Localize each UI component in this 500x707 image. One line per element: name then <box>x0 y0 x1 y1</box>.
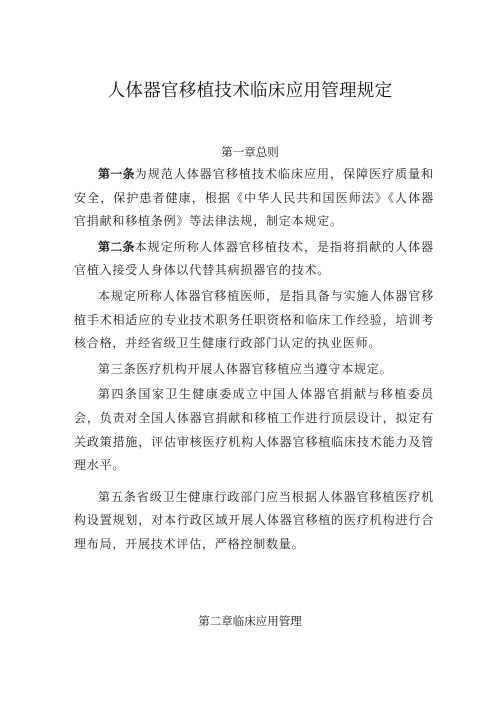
article-paragraph <box>74 383 434 477</box>
article-paragraph <box>74 486 434 557</box>
article-text: 本规定所称人体器官移植技术，是指将捐献的人体器官植入接受人身体以代替其病损器官的技术。 <box>74 239 434 278</box>
article-paragraph <box>74 285 434 356</box>
document-body <box>74 163 434 559</box>
article-text: 第五条省级卫生健康行政部门应当根据人体器官移植医疗机构设置规划，对本行政区域开展人体器官移植的医疗机构进行合理布局，开展技术评估，严格控制数量。 <box>74 489 434 551</box>
article-text: 本规定所称人体器官移植医师，是指具备与实施人体器官移植手术相适应的专业技术职务任职资格和临床工作经验，培训考核合格，并经省级卫生健康行政部门认定的执业医师。 <box>74 288 434 351</box>
article-text: 第四条国家卫生健康委成立中国人体器官捐献与移植委员会，负责对全国人体器官捐献和移植工作进行顶层设计，拟定有关政策措施，评估审核医疗机构人体器官移植临床技术能力及管理水平。 <box>74 387 434 473</box>
article-number: 第一条 <box>98 167 135 181</box>
document-title: 人体器官移植技术临床应用管理规定 <box>107 81 393 101</box>
chapter-heading-1: 第一章总则 <box>221 145 279 159</box>
article-paragraph <box>74 358 434 382</box>
article-paragraph <box>74 236 434 283</box>
article-paragraph <box>74 163 434 234</box>
article-text: 为规范人体器官移植技术临床应用，保障医疗质量和安全，保护患者健康，根据《中华人民共和国医师法》《人体器官捐献和移植条例》等法律法规，制定本规定。 <box>74 167 434 229</box>
article-text: 第三条医疗机构开展人体器官移植应当遵守本规定。 <box>98 361 393 376</box>
chapter-heading-2: 第二章临床应用管理 <box>198 614 302 628</box>
article-number: 第二条 <box>98 239 135 254</box>
